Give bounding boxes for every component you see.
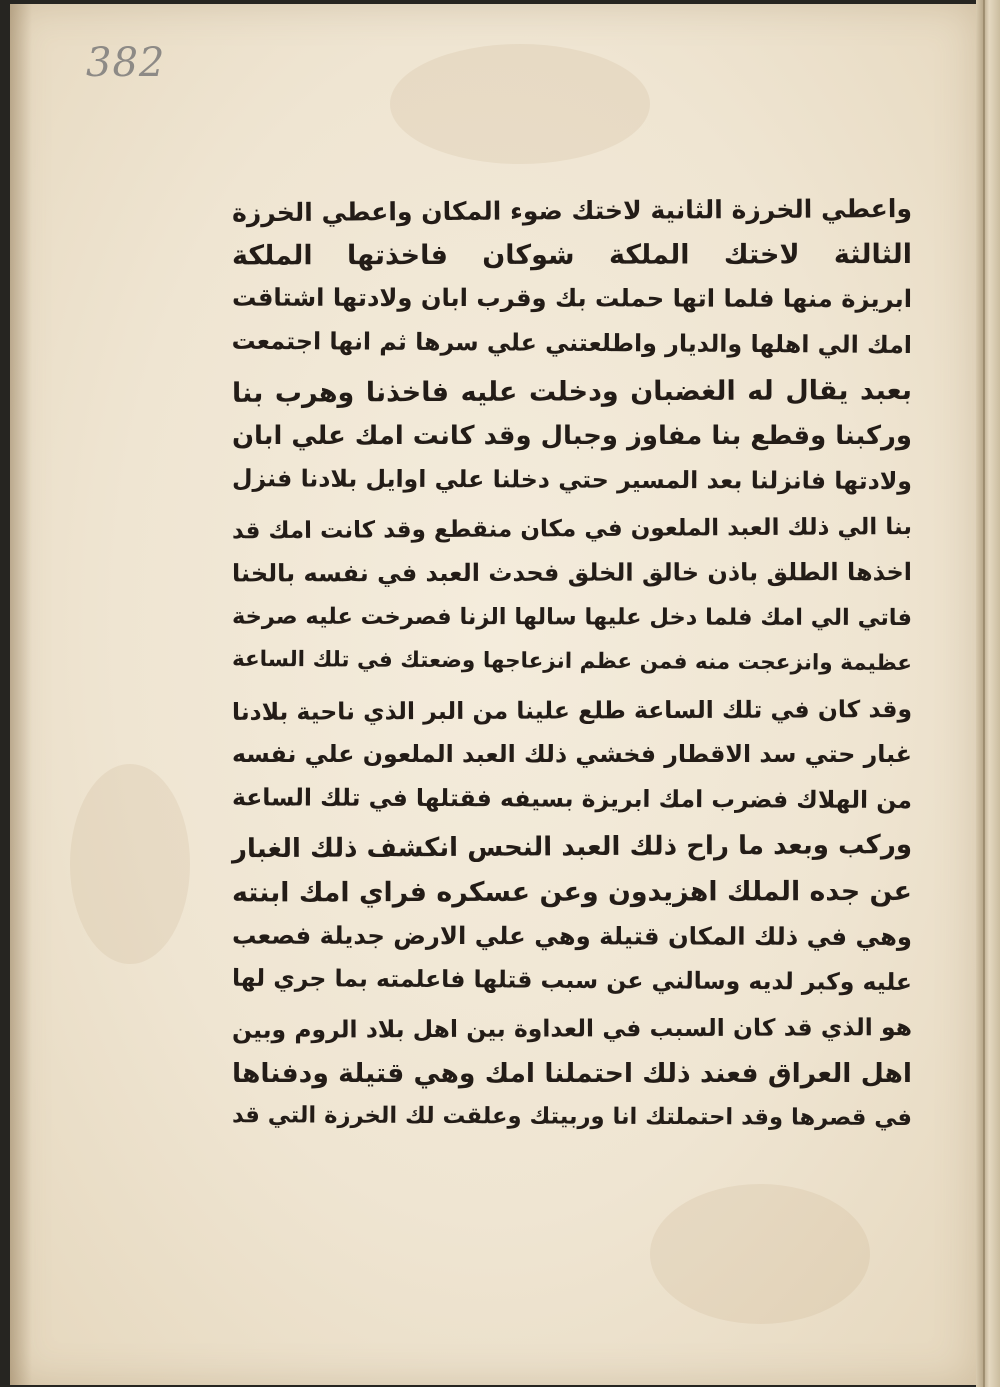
manuscript-text-line: وركبنا وقطع بنا مفاوز وجبال وقد كانت امك علي ابان: [232, 420, 912, 451]
manuscript-text-line: بنا الي ذلك العبد الملعون في مكان منقطع وقد كانت امك قد: [231, 513, 913, 544]
manuscript-text-line: في قصرها وقد احتملتك انا وربيتك وعلقت لك الخرزة التي قد: [231, 1102, 913, 1131]
folio-number: 382: [86, 40, 166, 86]
paper-stain: [390, 44, 650, 164]
manuscript-text-line: فاتي الي امك فلما دخل عليها سالها الزنا فصرخت عليه صرخة: [231, 603, 913, 631]
manuscript-text-line: اهل العراق فعند ذلك احتملنا امك وهي قتيلة ودفناها: [232, 1057, 912, 1089]
manuscript-text-line: عليه وكبر لديه وسالني عن سبب قتلها فاعلمته بما جري لها: [231, 963, 913, 996]
manuscript-text-line: عن جده الملك اهزيدون وعن عسكره فراي امك ابنته: [231, 875, 913, 908]
manuscript-text-line: هو الذي قد كان السبب في العداوة بين اهل بلاد الروم وبين: [231, 1013, 913, 1044]
manuscript-text-line: الثالثة لاختك الملكة شوكان فاخذتها الملكة: [231, 238, 913, 271]
manuscript-text-line: امك الي اهلها والديار واطلعتني علي سرها ثم انها اجتمعت: [231, 326, 913, 359]
manuscript-text-line: غبار حتي سد الاقطار فخشي ذلك العبد الملعون علي نفسه: [232, 740, 912, 768]
paper-stain: [650, 1184, 870, 1324]
manuscript-text-line: اخذها الطلق باذن خالق الخلق فحدث العبد في نفسه بالخنا: [231, 558, 913, 588]
page-edge-shading: [10, 4, 32, 1385]
manuscript-text-block: [231, 186, 913, 1131]
paper-stain: [70, 764, 190, 964]
manuscript-text-line: من الهلاك فضرب امك ابريزة بسيفه فقتلها في تلك الساعة: [231, 782, 913, 814]
manuscript-text-line: عظيمة وانزعجت منه فمن عظم انزعاجها وضعتك في تلك الساعة: [231, 646, 913, 676]
manuscript-text-line: وهي في ذلك المكان قتيلة وهي علي الارض جديلة فصعب: [231, 920, 913, 951]
manuscript-text-line: ابريزة منها فلما اتها حملت بك وقرب ابان ولادتها اشتاقت: [231, 283, 913, 313]
binding-fold-line: [983, 0, 985, 1387]
manuscript-text-line: وركب وبعد ما راح ذلك العبد النحس انكشف ذلك الغبار: [231, 830, 913, 865]
manuscript-text-line: بعبد يقال له الغضبان ودخلت عليه فاخذنا وهرب بنا: [231, 375, 913, 409]
manuscript-text-line: ولادتها فانزلنا بعد المسير حتي دخلنا علي اوايل بلادنا فنزل: [231, 464, 913, 495]
manuscript-text-line: وقد كان في تلك الساعة طلع علينا من البر الذي ناحية بلادنا: [231, 694, 913, 726]
manuscript-text-line: واعطي الخرزة الثانية لاختك ضوء المكان واعطي الخرزة: [231, 194, 913, 228]
binding-gutter: [976, 0, 1000, 1387]
